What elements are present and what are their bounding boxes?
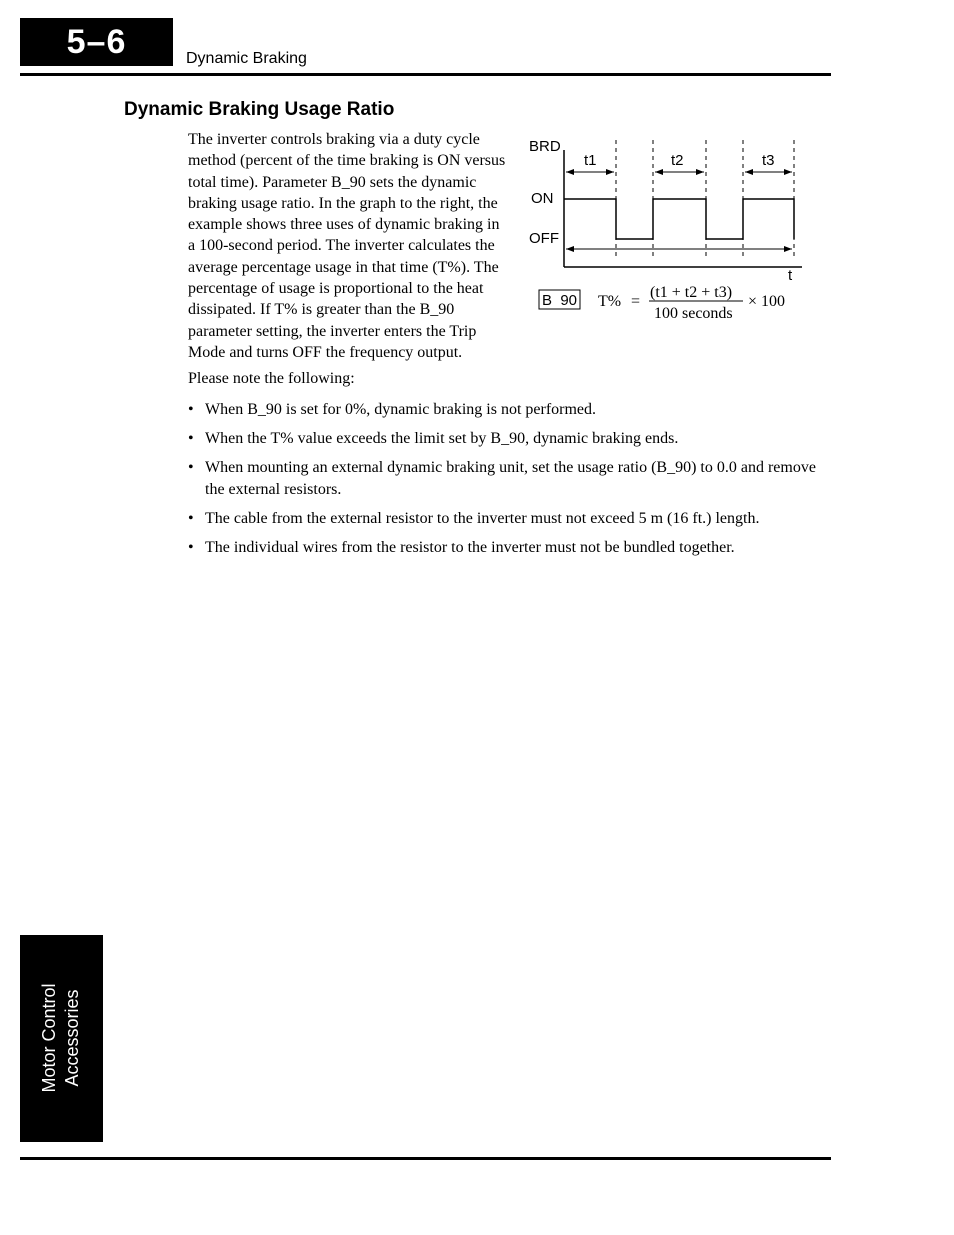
list-item: • When B_90 is set for 0%, dynamic braking is not performed. [188,399,818,421]
t2-label: t2 [671,152,684,169]
formula-equals: = [631,293,641,310]
header-rule [20,73,831,76]
footer-rule [20,1157,831,1160]
note-lead: Please note the following: [188,370,355,387]
off-label: OFF [529,230,559,247]
list-item: • The individual wires from the resistor to the inverter must not be bundled together. [188,537,818,559]
t3-label: t3 [762,152,775,169]
side-tab-line-2: Accessories [62,989,82,1087]
interval-t2 [655,152,704,175]
section-title: Dynamic Braking Usage Ratio [124,99,395,120]
page-number-box [20,18,173,66]
chapter-side-tab [20,935,103,1142]
side-tab-line-1: Motor Control [39,983,59,1093]
brd-label: BRD [529,138,561,155]
page-number: 5–6 [66,22,127,61]
formula-numerator: (t1 + t2 + t3) [650,284,733,301]
braking-duty-cycle-diagram [524,130,814,330]
total-period-arrow [566,246,792,252]
interval-t3 [745,152,792,175]
bullet-symbol: • [188,430,194,447]
formula-denominator: 100 seconds [654,305,733,322]
parameter-code: B 90 [542,292,578,309]
bullet-symbol: • [188,401,194,418]
formula-lhs: T% [598,293,622,310]
running-header-title: Dynamic Braking [186,50,307,67]
interval-t1 [566,152,614,175]
bullet-symbol: • [188,509,194,527]
intro-text: The inverter controls braking via a duty cycle method (percent of the time braking is ON versus total time). Parameter B_90 sets the dynamic braking usage ratio. In the graph to the right, the example shows three uses of dynamic braking in a 100-second period. The inverter calculates the average percentage usage in that time (T%). The percentage of usage is proportional to the heat dissipated. If T% is greater than the B_90 parameter setting, the inverter enters the Trip Mode and turns OFF the frequency output. [188,131,506,361]
list-item: • The cable from the external resistor to the inverter must not exceed 5 m (16 ft.) length. [188,508,818,530]
notes-list [188,399,818,566]
bullet-symbol: • [188,538,194,556]
on-label: ON [531,190,554,207]
list-item: • When mounting an external dynamic braking unit, set the usage ratio (B_90) to 0.0 and remove the external resistors. [188,459,816,498]
brd-waveform [564,199,794,239]
list-item: • When the T% value exceeds the limit set by B_90, dynamic braking ends. [188,428,818,450]
t1-label: t1 [584,152,597,169]
formula-multiplier: × 100 [748,293,786,310]
bullet-symbol: • [188,459,194,476]
time-axis-label: t [788,267,793,284]
